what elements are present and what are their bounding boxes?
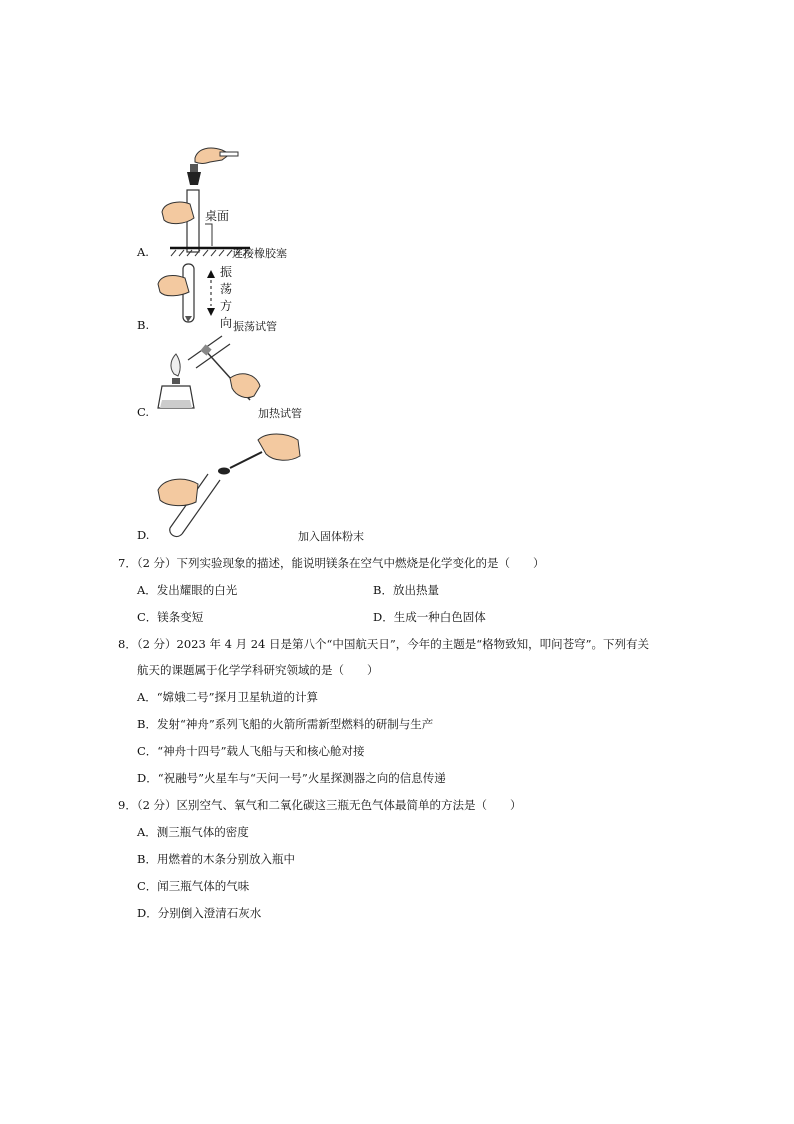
option-letter-d: D.: [137, 528, 150, 542]
option-d-caption: 加入固体粉末: [298, 530, 364, 543]
dir-char: 振: [220, 265, 233, 279]
option-b-caption: 振荡试管: [233, 320, 277, 333]
question-stem-line-1: 8．（2 分）2023 年 4 月 24 日是第八个“中国航天日”，今年的主题是“格物致知，叩问苍穹”。下列有关: [118, 637, 650, 651]
option-c: C．“神舟十四号”载人飞船与天和核心舱对接: [137, 744, 365, 758]
option-letter-b: B.: [137, 318, 150, 332]
option-d: D．“祝融号”火星车与“天问一号”火星探测器之向的信息传递: [137, 771, 446, 785]
option-b: B．发射“神舟”系列飞船的火箭所需新型燃料的研制与生产: [137, 717, 434, 731]
rubber-stopper-illustration: [150, 140, 270, 260]
option-b: B．放出热量: [373, 583, 439, 597]
shake-direction-label: [220, 264, 232, 332]
table-surface-label: 桌面: [205, 209, 230, 223]
option-c: C．闻三瓶气体的气味: [137, 879, 250, 893]
question-stem: 7．（2 分）下列实验现象的描述，能说明镁条在空气中燃烧是化学变化的是（ ）: [118, 556, 545, 570]
option-a: A．测三瓶气体的密度: [137, 825, 249, 839]
option-d: D．分别倒入澄清石灰水: [137, 906, 262, 920]
dir-char: 方: [220, 299, 233, 313]
dir-char: 向: [220, 316, 233, 330]
option-a: A．发出耀眼的白光: [137, 583, 238, 597]
option-a: A．“嫦娥二号”探月卫星轨道的计算: [137, 690, 319, 704]
adding-powder-illustration: [150, 430, 310, 540]
dir-char: 荡: [220, 282, 233, 296]
option-b: B．用燃着的木条分别放入瓶中: [137, 852, 295, 866]
option-c-caption: 加热试管: [258, 407, 302, 420]
option-d: D．生成一种白色固体: [373, 610, 486, 624]
option-letter-a: A.: [137, 245, 149, 259]
option-c: C．镁条变短: [137, 610, 204, 624]
heating-tube-illustration: [150, 330, 270, 420]
question-stem: 9．（2 分）区别空气、氧气和二氧化碳这三瓶无色气体最简单的方法是（ ）: [118, 798, 522, 812]
option-a-caption: 连接橡胶塞: [232, 247, 287, 260]
direction-arrow-icon: [206, 268, 216, 318]
option-letter-c: C.: [137, 405, 150, 419]
question-stem-line-2: 航天的课题属于化学学科研究领域的是（ ）: [137, 663, 379, 677]
